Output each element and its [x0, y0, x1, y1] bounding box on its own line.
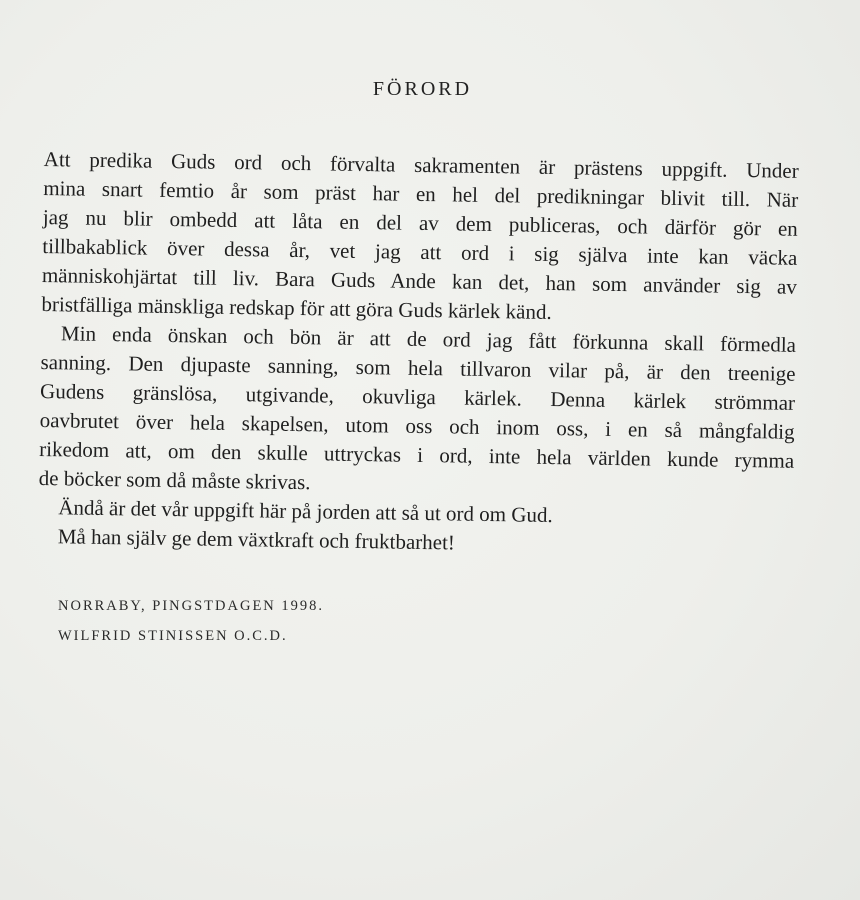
text-line: rikedom att, om den skulle uttryckas i ord, inte hela världen kunde rymma — [39, 436, 795, 473]
text-line: tillbakablick över dessa år, vet jag att ord i sig själva inte kan väcka — [42, 233, 798, 270]
text-line: sanning. Den djupaste sanning, som hela tillvaron vilar på, är den treenige — [40, 349, 796, 386]
signature-place-date: NORRABY, PINGSTDAGEN 1998. — [58, 598, 325, 614]
text-line: Gudens gränslösa, utgivande, okuvliga kärlek. Denna kärlek strömmar — [39, 378, 796, 415]
text-line: Min enda önskan och bön är att de ord jag fått förkunna skall förmedla — [60, 321, 797, 357]
signature-author: WILFRID STINISSEN O.C.D. — [58, 628, 288, 644]
text-line: bristfälliga mänskliga redskap för att göra Guds kärlek känd. — [41, 291, 552, 324]
text-line: mina snart femtio år som präst har en hel del predikningar blivit till. När — [43, 175, 799, 212]
text-line: oavbrutet över hela skapelsen, utom oss och inom oss, i en så mångfaldig — [39, 407, 795, 444]
text-line: jag nu blir ombedd att låta en del av dem publiceras, och därför gör en — [42, 204, 798, 241]
page-title: FÖRORD — [372, 78, 473, 100]
text-line: de böcker som då måste skrivas. — [38, 465, 311, 495]
text-line: Ändå är det vår uppgift här på jorden att så ut ord om Gud. — [58, 495, 553, 528]
text-line: människohjärtat till liv. Bara Guds Ande kan det, han som använder sig av — [41, 262, 798, 299]
text-line: Att predika Guds ord och förvalta sakramenten är prästens uppgift. Under — [43, 146, 799, 183]
text-line: Må han själv ge dem växtkraft och fruktbarhet! — [57, 524, 456, 555]
foreword-text — [38, 145, 799, 563]
